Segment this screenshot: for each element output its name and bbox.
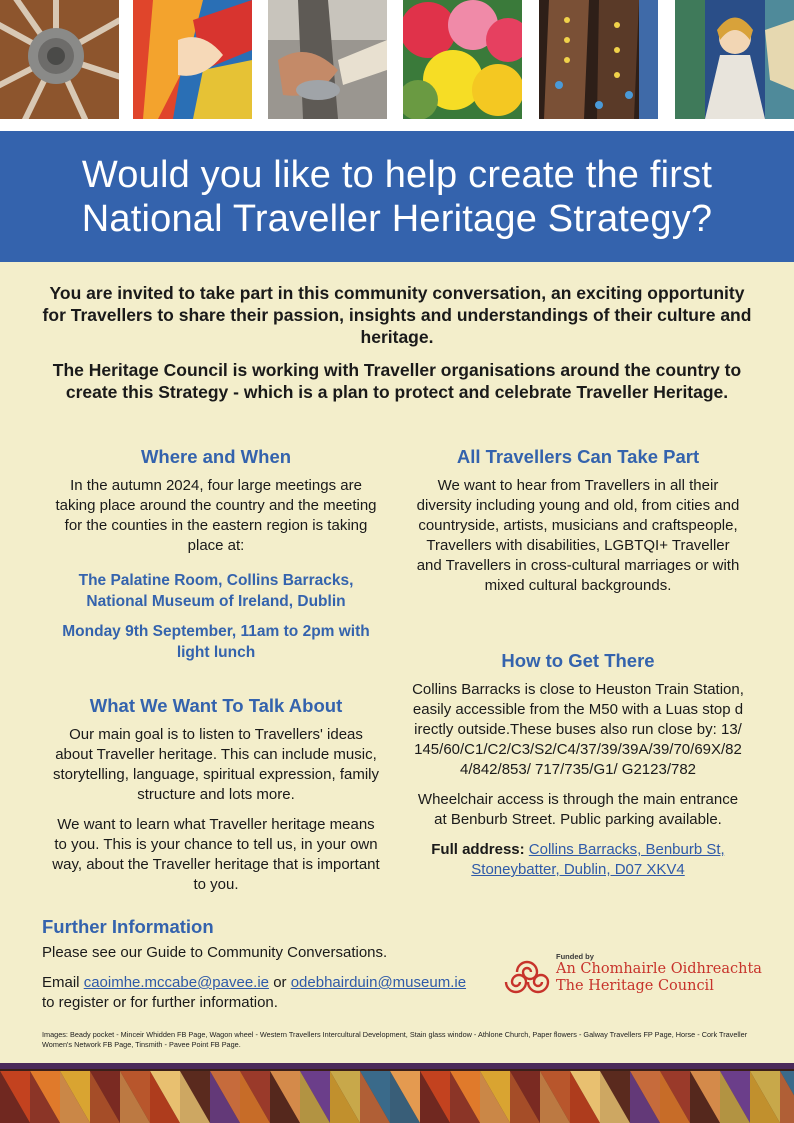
full-address: [412, 840, 744, 880]
email-link-museum[interactable]: odebhairduin@museum.ie: [290, 974, 467, 991]
logo-text: [556, 952, 762, 995]
title-line-2: National Traveller Heritage Strategy?: [81, 197, 713, 240]
stained-glass-photo: [675, 0, 794, 119]
logo-irish-name: An Chomhairle Oidhreachta: [556, 961, 762, 977]
email-line: [42, 973, 482, 1013]
title-line-1: Would you like to help create the first: [81, 153, 713, 196]
title-banner: [0, 131, 794, 262]
abstract-painting-photo: [133, 0, 252, 119]
beady-pocket-photo: [539, 0, 658, 119]
where-when-heading: Where and When: [140, 446, 292, 467]
heritage-council-logo: [502, 952, 762, 1004]
logo-english-name: The Heritage Council: [556, 978, 714, 994]
all-travellers-heading: All Travellers Can Take Part: [456, 446, 700, 467]
page-title: [82, 153, 713, 241]
photo-strip: [0, 0, 794, 131]
quilt-strip: [0, 1063, 794, 1123]
guide-text: Please see our Guide to Community Conversations.: [42, 944, 388, 961]
tinsmith-photo: [268, 0, 387, 119]
talk-about-paragraph-1: Our main goal is to listen to Travellers' ideas about Traveller heritage. This can include music, storytelling, language, spiritual expression, family structure and lots more.: [53, 726, 379, 803]
email-prefix: Email: [42, 974, 80, 991]
quilt-pattern: [0, 1063, 794, 1123]
get-there-directions: Collins Barracks is close to Heuston Train Station, easily accessible from the M50 with a Luas stop directly outside.These buses also run close by: 13/145/60/C1/C2/C3/S2/C4/37/39/39A/39/70/69X/824/842/853/ 717/735/G1/ G2123/782: [412, 681, 744, 778]
address-label: Full address:: [431, 841, 525, 858]
wagon-wheel-photo: [0, 0, 119, 119]
where-when-section: [52, 446, 380, 663]
get-there-heading: How to Get There: [501, 650, 655, 671]
email-suffix: to register or for further information.: [42, 994, 278, 1011]
talk-about-paragraph-2: We want to learn what Traveller heritage means to you. This is your chance to tell us, in your own way, about the Traveller heritage that is important to you.: [52, 816, 380, 893]
intro-paragraph-2: The Heritage Council is working with Traveller organisations around the country to create this Strategy - which is a plan to protect and celebrate Traveller Heritage.: [52, 360, 742, 402]
paper-flowers-photo: [403, 0, 522, 119]
further-info-section: [42, 917, 482, 1013]
talk-about-section: [52, 695, 380, 895]
talk-about-heading: What We Want To Talk About: [89, 695, 343, 716]
all-travellers-section: [412, 446, 744, 596]
get-there-access: Wheelchair access is through the main entrance at Benburb Street. Public parking available.: [417, 791, 739, 828]
date-text: Monday 9th September, 11am to 2pm with light lunch: [62, 623, 370, 661]
email-link-pavee[interactable]: caoimhe.mccabe@pavee.ie: [83, 974, 270, 991]
where-when-text: In the autumn 2024, four large meetings are taking place around the country and the meeting for the counties in the eastern region is taking place at:: [55, 477, 377, 554]
spiral-logo-icon: [502, 958, 552, 1008]
all-travellers-text: We want to hear from Travellers in all their diversity including young and old, from cities and countryside, artists, musicians and craftspeople, Travellers with disabilities, LGBTQI+ Traveller and Travellers in cross-cultural marriages or with mixed cultural backgrounds.: [416, 477, 740, 594]
intro-section: [40, 282, 754, 403]
funded-by-label: Funded by: [556, 952, 594, 961]
intro-paragraph-1: You are invited to take part in this community conversation, an exciting opportunity for Travellers to share their passion, insights and understandings of their culture and heritage.: [42, 283, 752, 347]
email-or: or: [273, 974, 287, 991]
image-credits: Images: Beady pocket - Minceir Whidden FB Page, Wagon wheel - Western Travellers Intercultural Development, Stain glass window - Athlone Church, Paper flowers - Galway Travellers FP Page, Horse - Cork Traveller Women's Network FB Page, Tinsmith - Pavee Point FB Page.: [42, 1030, 748, 1049]
address-link[interactable]: Collins Barracks, Benburb St, Stoneybatter, Dublin, D07 XKV4: [471, 841, 725, 878]
further-info-heading: Further Information: [42, 916, 214, 937]
venue-text: The Palatine Room, Collins Barracks, National Museum of Ireland, Dublin: [78, 572, 354, 610]
get-there-section: [412, 650, 744, 880]
